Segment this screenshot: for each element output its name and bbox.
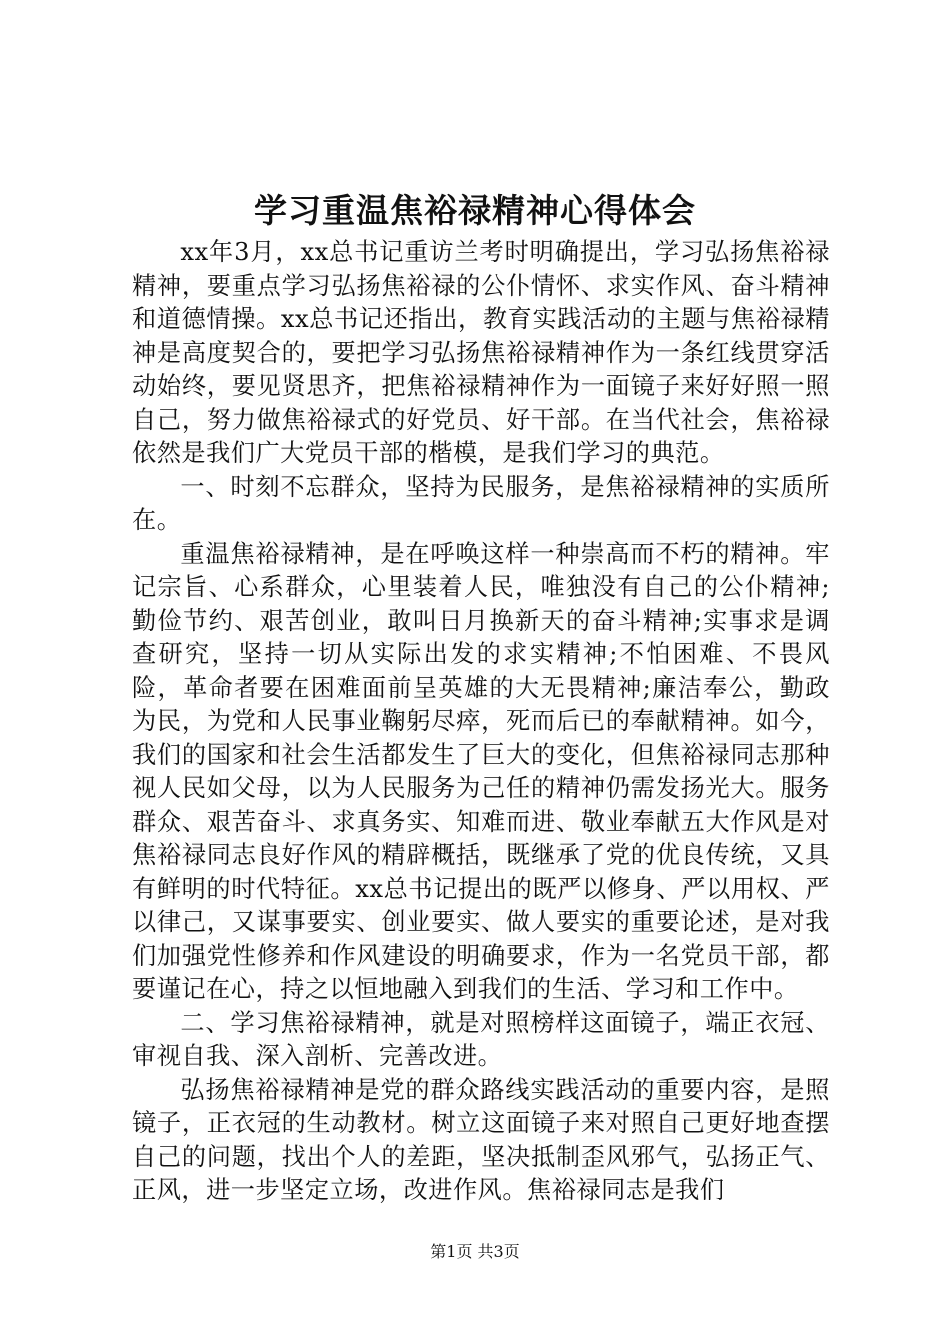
page-number-footer: 第1页 共3页	[430, 1242, 520, 1261]
paragraph-spirit: 重温焦裕禄精神，是在呼唤这样一种崇高而不朽的精神。牢记宗旨、心系群众，心里装着人民，唯独没有自己的公仆精神;勤俭节约、艰苦创业，敢叫日月换新天的奋斗精神;实事求是调查研究，坚持一切从实际出发的求实精神;不怕困难、不畏风险，革命者要在困难面前呈英雄的大无畏精神;廉洁奉公，勤政为民，为党和人民事业鞠躬尽瘁，死而后已的奉献精神。如今，我们的国家和社会生活都发生了巨大的变化，但焦裕禄同志那种视人民如父母，以为人民服务为己任的精神仍需发扬光大。服务群众、艰苦奋斗、求真务实、知难而进、敬业奉献五大作风是对焦裕禄同志良好作风的精辟概括，既继承了党的优良传统，又具有鲜明的时代特征。xx总书记提出的既严以修身、严以用权、严以律己，又谋事要实、创业要实、做人要实的重要论述，是对我们加强党性修养和作风建设的明确要求，作为一名党员干部，都要谨记在心，持之以恒地融入到我们的生活、学习和工作中。	[132, 539, 830, 1003]
paragraph-intro: xx年3月，xx总书记重访兰考时明确提出，学习弘扬焦裕禄精神，要重点学习弘扬焦裕禄的公仆情怀、求实作风、奋斗精神和道德情操。xx总书记还指出，教育实践活动的主题与焦裕禄精神是高度契合的，要把学习弘扬焦裕禄精神作为一条红线贯穿活动始终，要见贤思齐，把焦裕禄精神作为一面镜子来好好照一照自己，努力做焦裕禄式的好党员、好干部。在当代社会，焦裕禄依然是我们广大党员干部的楷模，是我们学习的典范。	[132, 238, 830, 467]
document-body	[132, 236, 830, 1208]
paragraph-heading-one: 一、时刻不忘群众，坚持为民服务，是焦裕禄精神的实质所在。	[132, 472, 830, 534]
paragraph-mirror: 弘扬焦裕禄精神是党的群众路线实践活动的重要内容，是照镜子，正衣冠的生动教材。树立这面镜子来对照自己更好地查摆自己的问题，找出个人的差距，坚决抵制歪风邪气，弘扬正气、正风，进一步坚定立场，改进作风。焦裕禄同志是我们	[132, 1075, 830, 1204]
document-title: 学习重温焦裕禄精神心得体会	[254, 191, 696, 230]
paragraph-heading-two: 二、学习焦裕禄精神，就是对照榜样这面镜子，端正衣冠、审视自我、深入剖析、完善改进。	[132, 1008, 830, 1070]
